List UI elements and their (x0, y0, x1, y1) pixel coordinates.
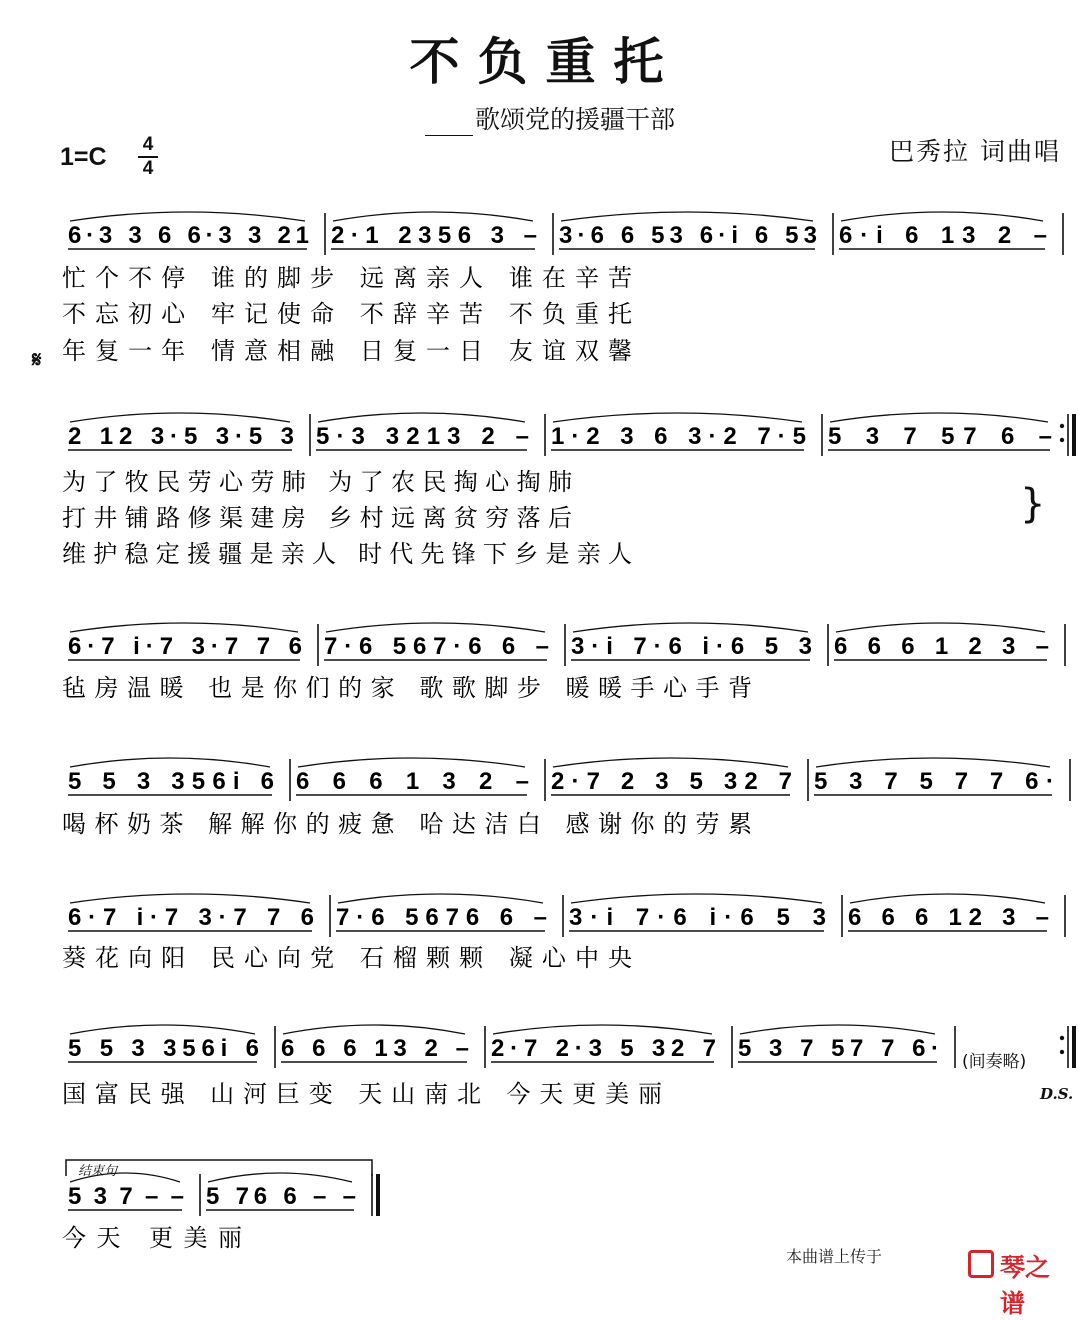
logo-text: 琴之谱 (1000, 1253, 1051, 1318)
slur-arc (70, 623, 298, 632)
slur-arc (553, 758, 788, 767)
lyric-line: 不忘初心 牢记使命 不辞辛苦 不负重托 (62, 300, 632, 328)
slur-arc (70, 1025, 255, 1034)
end-bar (376, 1174, 380, 1216)
measure-notes: 5 5 3 356i 6 (68, 768, 274, 795)
measure-notes: 6 6 6 12 3 – (848, 904, 1049, 931)
brace-icon: } (1020, 481, 1046, 527)
measure-notes: 6 6 6 1 2 3 – (834, 633, 1049, 660)
measure-notes: 5 3 7 – – (68, 1183, 184, 1210)
end-bar (1072, 414, 1076, 456)
measure-notes: 2·7 2·3 5 32 7 (491, 1035, 716, 1062)
lyric-line: 年复一年 情意相融 日复一日 友谊双馨 (62, 337, 632, 365)
slur-arc (850, 894, 1045, 903)
lyric-line: 维护稳定援疆是亲人 时代先锋下乡是亲人 (62, 540, 632, 568)
time-sig-top: 4 (142, 134, 154, 155)
repeat-dot (1060, 438, 1064, 442)
slur-arc (553, 413, 802, 422)
key-signature: 1=C (60, 143, 107, 171)
slur-arc (326, 623, 545, 632)
end-bar (1072, 1026, 1076, 1068)
measure-notes: 2·7 2 3 5 32 7 (551, 768, 792, 795)
repeat-dot (1060, 1050, 1064, 1054)
lyric-line: 打井铺路修渠建房 乡村远离贫穷落后 (62, 504, 572, 532)
measure-notes: 2·1 2356 3 – (331, 222, 537, 249)
lyric-line: 忙个不停 谁的脚步 远离亲人 谁在辛苦 (62, 264, 632, 292)
slur-arc (70, 413, 290, 422)
measure-notes: 7·6 5676 6 – (336, 904, 547, 931)
slur-arc (70, 894, 310, 903)
measure-notes: 3·6 6 53 6·i 6 53 (559, 222, 817, 249)
measure-notes: 6 6 6 13 2 – (281, 1035, 469, 1062)
slur-arc (70, 212, 305, 221)
measure-notes: 6·7 i·7 3·7 7 6 (68, 904, 314, 931)
slur-arc (283, 1025, 465, 1034)
slur-arc (841, 212, 1043, 221)
song-title: 不负重托 (409, 32, 682, 91)
slur-arc (333, 212, 533, 221)
site-logo[interactable] (968, 1248, 1073, 1318)
author-credit: 巴秀拉 词曲唱 (889, 137, 1061, 166)
measure-notes: 3·i 7·6 i·6 5 3 (569, 904, 826, 931)
measure-notes: 5 5 3 356i 6 (68, 1035, 259, 1062)
lyric-line: 国富民强 山河巨变 天山南北 今天更美丽 (62, 1080, 662, 1108)
repeat-dot (1060, 1036, 1064, 1040)
footer-text: 本曲谱上传于 (786, 1247, 883, 1266)
measure-notes: 5 3 7 5 7 7 6· (814, 768, 1054, 795)
measure-notes: 3·i 7·6 i·6 5 3 (571, 633, 812, 660)
slur-arc (493, 1025, 712, 1034)
measure-notes: 6·i 6 13 2 – (839, 222, 1047, 249)
slur-arc (298, 758, 525, 767)
measure-notes: 6 6 6 1 3 2 – (296, 768, 529, 795)
measure-notes: 1·2 3 6 3·2 7·5 (551, 423, 806, 450)
slur-arc (561, 212, 813, 221)
measure-notes: 2 12 3·5 3·5 3 (68, 423, 294, 450)
subtitle-text: 歌颂党的援疆干部 (475, 105, 676, 134)
slur-arc (338, 894, 543, 903)
measure-notes: 5 76 6 – – (206, 1183, 356, 1210)
ds-mark: D.S. (1040, 1085, 1074, 1103)
slur-arc (816, 758, 1050, 767)
measure-notes: 6·7 i·7 3·7 7 6 (68, 633, 302, 660)
measure-notes: 7·6 567·6 6 – (324, 633, 549, 660)
slur-arc (573, 623, 808, 632)
logo-icon (968, 1250, 994, 1278)
measure-notes: 5·3 3213 2 – (316, 423, 529, 450)
lyric-line: 毡房温暖 也是你们的家 歌歌脚步 暖暖手心手背 (62, 674, 753, 702)
slur-arc (830, 413, 1048, 422)
interlude-note: (间奏略) (962, 1052, 1027, 1072)
segno-sign: 𝄋 (32, 348, 42, 373)
slur-arc (836, 623, 1045, 632)
ending-label: 结束句 (78, 1164, 118, 1179)
measure-notes: 5 3 7 57 6 – (828, 423, 1052, 450)
measure-notes: 6·3 3 6 6·3 3 21 (68, 222, 309, 249)
slur-arc (70, 758, 270, 767)
slur-arc (318, 413, 525, 422)
slur-arc (740, 1025, 935, 1034)
repeat-dot (1060, 424, 1064, 428)
lyric-line: 葵花向阳 民心向党 石榴颗颗 凝心中央 (62, 944, 632, 972)
lyric-line: 今天 更美丽 (62, 1224, 242, 1252)
lyric-line: 喝杯奶茶 解解你的疲惫 哈达洁白 感谢你的劳累 (62, 810, 753, 838)
measure-notes: 5 3 7 57 7 6· (738, 1035, 939, 1062)
slur-arc (571, 894, 822, 903)
lyric-line: 为了牧民劳心劳肺 为了农民掏心掏肺 (62, 468, 572, 496)
time-sig-bottom: 4 (142, 158, 154, 179)
slur-arc (208, 1173, 352, 1182)
